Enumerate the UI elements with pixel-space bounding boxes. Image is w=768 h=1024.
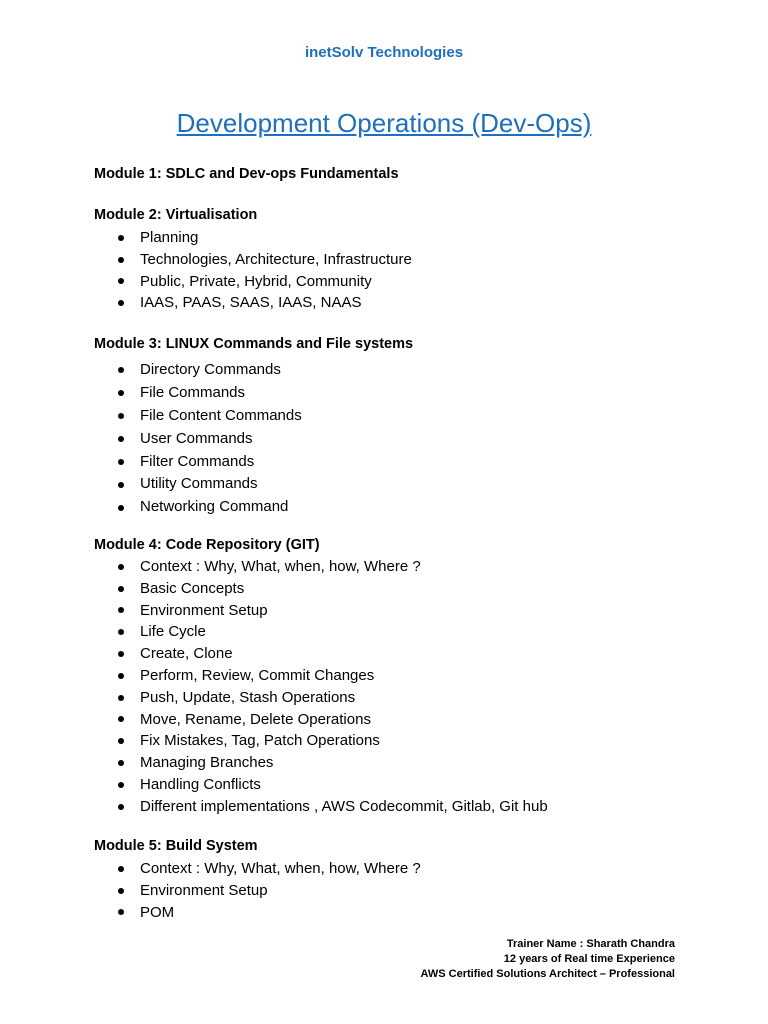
list-item: Environment Setup (0, 600, 548, 622)
company-name: inetSolv Technologies (304, 44, 464, 61)
list-item: Planning (0, 227, 412, 249)
list-item: User Commands (0, 428, 302, 451)
list-item: Push, Update, Stash Operations (0, 687, 548, 709)
module-3-heading: Module 3: LINUX Commands and File systems (94, 336, 414, 352)
module-4-heading: Module 4: Code Repository (GIT) (94, 537, 320, 553)
module-2-heading: Module 2: Virtualisation (94, 207, 258, 223)
module-5-list (0, 858, 421, 923)
list-item: Context : Why, What, when, how, Where ? (0, 556, 548, 578)
list-item: Environment Setup (0, 880, 421, 902)
trainer-info (421, 937, 675, 982)
list-item: IAAS, PAAS, SAAS, IAAS, NAAS (0, 292, 412, 314)
list-item: Handling Conflicts (0, 774, 548, 796)
module-4-list (0, 556, 548, 818)
list-item: Technologies, Architecture, Infrastructure (0, 249, 412, 271)
module-2-list (0, 227, 412, 314)
list-item: Life Cycle (0, 621, 548, 643)
list-item: Networking Command (0, 496, 302, 519)
list-item: Perform, Review, Commit Changes (0, 665, 548, 687)
list-item: Fix Mistakes, Tag, Patch Operations (0, 730, 548, 752)
list-item: Basic Concepts (0, 578, 548, 600)
list-item: Create, Clone (0, 643, 548, 665)
list-item: Different implementations , AWS Codecommit, Gitlab, Git hub (0, 796, 548, 818)
list-item: File Content Commands (0, 405, 302, 428)
list-item: File Commands (0, 382, 302, 405)
list-item: Utility Commands (0, 473, 302, 496)
module-1-heading: Module 1: SDLC and Dev-ops Fundamentals (94, 166, 399, 182)
trainer-certification: AWS Certified Solutions Architect – Professional (420, 968, 675, 980)
list-item: Directory Commands (0, 359, 302, 382)
module-3-list (0, 359, 302, 519)
trainer-name: Trainer Name : Sharath Chandra (506, 938, 675, 950)
trainer-experience: 12 years of Real time Experience (503, 953, 675, 965)
list-item: Managing Branches (0, 752, 548, 774)
module-5-heading: Module 5: Build System (94, 838, 258, 854)
list-item: Move, Rename, Delete Operations (0, 709, 548, 731)
list-item: POM (0, 902, 421, 924)
page-title: Development Operations (Dev-Ops) (176, 108, 592, 138)
list-item: Filter Commands (0, 451, 302, 474)
list-item: Context : Why, What, when, how, Where ? (0, 858, 421, 880)
list-item: Public, Private, Hybrid, Community (0, 271, 412, 293)
